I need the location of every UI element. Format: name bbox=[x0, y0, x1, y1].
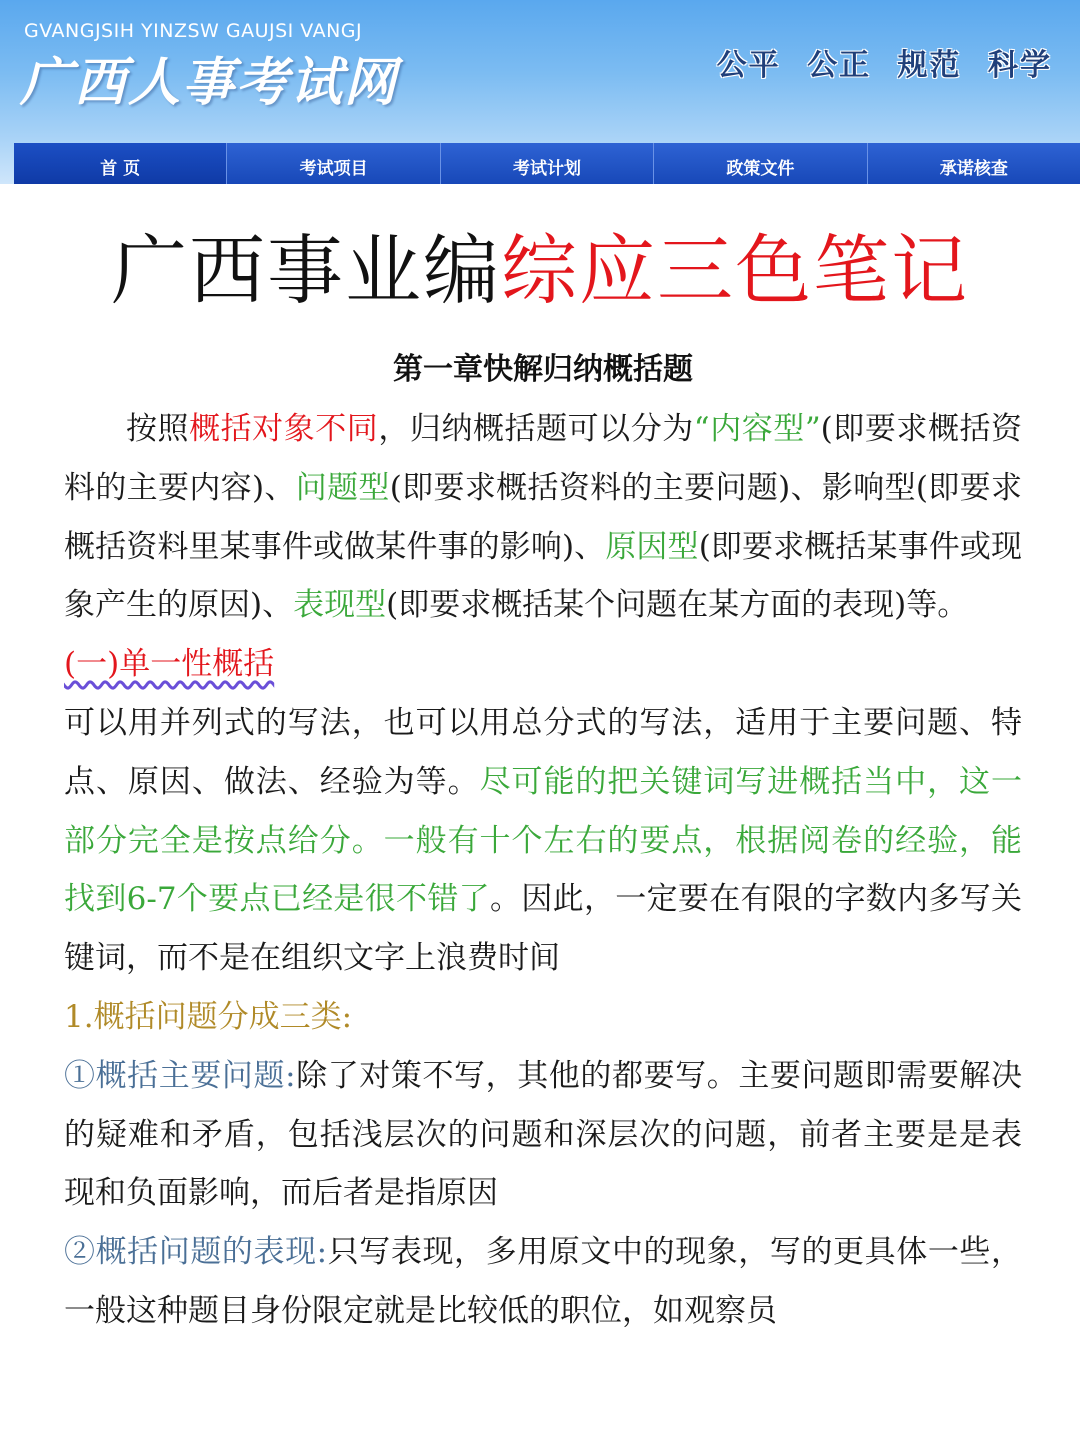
sub-heading-text: 1.概括问题分成三类: bbox=[64, 998, 353, 1035]
site-motto: 公平 公正 规范 科学 bbox=[716, 48, 1052, 83]
nav-item-exam-projects[interactable]: 考试项目 bbox=[227, 143, 440, 184]
text-run: 可以用并列式的写法，也可以用总分式的写法，适用于主要问题、特点、原因、做法、经验为等。 bbox=[64, 704, 1022, 800]
text-run: (即要求概括某个问题在某方面的表现)等。 bbox=[386, 587, 969, 624]
intro-paragraph bbox=[64, 400, 1022, 635]
page-title-red: 综应三色笔记 bbox=[501, 226, 969, 315]
section-paragraph bbox=[64, 694, 1022, 988]
list-item-label: ①概括主要问题: bbox=[64, 1057, 296, 1094]
list-item bbox=[64, 1223, 1022, 1341]
list-item-label: ②概括问题的表现: bbox=[64, 1234, 328, 1271]
list-item bbox=[64, 1047, 1022, 1223]
text-run: (即要求概括资料的主要内容)、 bbox=[64, 411, 1023, 506]
site-pinyin: GVANGJSIH YINZSW GAUJSI VANGJ bbox=[24, 20, 363, 42]
nav-item-exam-plan[interactable]: 考试计划 bbox=[441, 143, 654, 184]
section-heading-text: (一)单一性概括 bbox=[64, 646, 275, 683]
text-run: 。因此，一定要在有限的字数内多写关键词，而不是在组织文字上浪费时间 bbox=[64, 881, 1023, 977]
highlight-green: 原因型 bbox=[605, 528, 699, 565]
list-item-text: 除了对策不写，其他的都要写。主要问题即需要解决的疑难和矛盾，包括浅层次的问题和深层次的问题，前者主要是是表现和负面影响，而后者是指原因 bbox=[64, 1057, 1022, 1212]
text-run: (即要求概括资料的主要问题)、影响型(即要求概括资料里某事件或做某件事的影响)、 bbox=[64, 469, 1023, 565]
site-title[interactable]: 广西人事考试网 bbox=[20, 53, 399, 113]
highlight-green: “内容型” bbox=[693, 411, 821, 447]
list-item-text: 只写表现，多用原文中的现象，写的更具体一些，一般这种题目身份限定就是比较低的职位，如观察员 bbox=[64, 1234, 1022, 1329]
section-heading bbox=[64, 635, 1022, 694]
page-title-black: 广西事业编 bbox=[111, 226, 501, 315]
sub-heading bbox=[64, 988, 1022, 1047]
text-run: (即要求概括某事件或现象产生的原因)、 bbox=[64, 528, 1023, 624]
highlight-green: 问题型 bbox=[295, 469, 390, 506]
highlight-green: 表现型 bbox=[293, 587, 387, 624]
site-header bbox=[0, 0, 1080, 184]
nav-item-home[interactable]: 首 页 bbox=[14, 143, 227, 184]
highlight-green: 尽可能的把关键词写进概括当中，这一部分完全是按点给分。一般有十个左右的要点，根据阅卷的经验，能找到6-7个要点已经是很不错了 bbox=[64, 763, 1023, 918]
page-title bbox=[0, 210, 1080, 319]
text-run: 按照 bbox=[126, 411, 190, 447]
chapter-heading: 第一章快解归纳概括题 bbox=[393, 352, 693, 387]
nav-item-policy-docs[interactable]: 政策文件 bbox=[654, 143, 867, 184]
highlight-red: 概括对象不同 bbox=[189, 411, 379, 447]
text-run: ，归纳概括题可以分为 bbox=[378, 411, 694, 447]
note-content bbox=[64, 340, 1022, 1341]
nav-item-commitment-check[interactable]: 承诺核查 bbox=[939, 159, 1008, 179]
main-nav bbox=[14, 143, 1080, 184]
